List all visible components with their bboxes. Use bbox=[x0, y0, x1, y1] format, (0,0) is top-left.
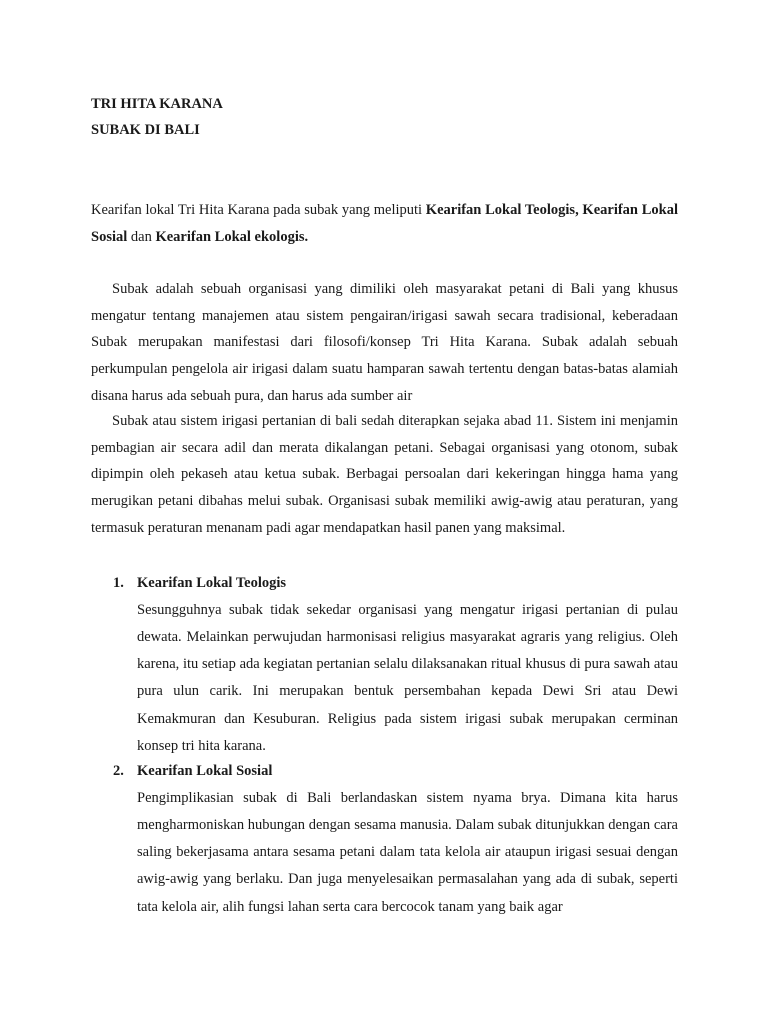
list-number: 2. bbox=[113, 763, 124, 779]
list-item bbox=[91, 570, 678, 760]
list-number: 1. bbox=[113, 575, 124, 591]
title-line-1: TRI HITA KARANA bbox=[91, 96, 223, 112]
list-body: Pengimplikasian subak di Bali berlandaskan sistem nyama brya. Dimana kita harus mengharmoniskan hubungan dengan sesama manusia. Dalam subak ditunjukkan dengan cara saling bekerjasama antara sesama petani dalam tata kelola air ataupun irigasi sesuai dengan awig-awig yang berlaku. Dan juga menyelesaikan permasalahan yang ada di subak, seperti tata kelola air, alih fungsi lahan serta cara bercocok tanam yang baik agar bbox=[137, 789, 678, 915]
intro-bold-2: Kearifan Lokal ekologis. bbox=[155, 228, 309, 245]
list-body: Sesungguhnya subak tidak sekedar organisasi yang mengatur irigasi pertanian di pulau dewata. Melainkan perwujudan harmonisasi religius masyarakat agraris yang religius. Oleh karena, itu setiap ada kegiatan pertanian selalu dilaksanakan ritual khusus di pura sawah atau pura ulun carik. Ini merupakan bentuk persembahan kepada Dewi Sri atau Dewi Kemakmuran dan Kesuburan. Religius pada sistem irigasi subak merupakan cerminan konsep tri hita karana. bbox=[137, 601, 678, 754]
list-heading: Kearifan Lokal Teologis bbox=[137, 575, 287, 591]
intro-text-2: dan bbox=[127, 228, 156, 245]
paragraph-subak-definition: Subak adalah sebuah organisasi yang dimiliki oleh masyarakat petani di Bali yang khusus mengatur tentang manajemen atau sistem pengairan/irigasi sawah secara tradisional, keberadaan Subak merupakan manifestasi dari filosofi/konsep Tri Hita Karana. Subak adalah sebuah perkumpulan pengelola air irigasi dalam suatu hamparan sawah tertentu dengan batas-batas alamiah disana harus ada sebuah pura, dan harus ada sumber air bbox=[91, 281, 678, 404]
intro-text-1: Kearifan lokal Tri Hita Karana pada subak yang meliputi bbox=[91, 202, 426, 218]
title-line-2: SUBAK DI BALI bbox=[91, 122, 200, 138]
list-heading: Kearifan Lokal Sosial bbox=[137, 763, 273, 779]
list-item bbox=[91, 758, 678, 921]
document-title bbox=[91, 91, 223, 143]
intro-paragraph bbox=[91, 197, 678, 250]
paragraph-subak-irrigation: Subak atau sistem irigasi pertanian di bali sedah diterapkan sejaka abad 11. Sistem ini menjamin pembagian air secara adil dan merata dikalangan petani. Sebagai organisasi yang otonom, subak dipimpin oleh pekaseh atau ketua subak. Berbagai persoalan dari kekeringan hingga hama yang merugikan petani dibahas melui subak. Organisasi subak memiliki awig-awig atau peraturan, yang termasuk peraturan menanam padi agar mendapatkan hasil panen yang maksimal. bbox=[91, 413, 678, 536]
intro-bold-1: Kearifan Lokal Teologis, Kearifan Lokal Sosial bbox=[91, 202, 678, 245]
